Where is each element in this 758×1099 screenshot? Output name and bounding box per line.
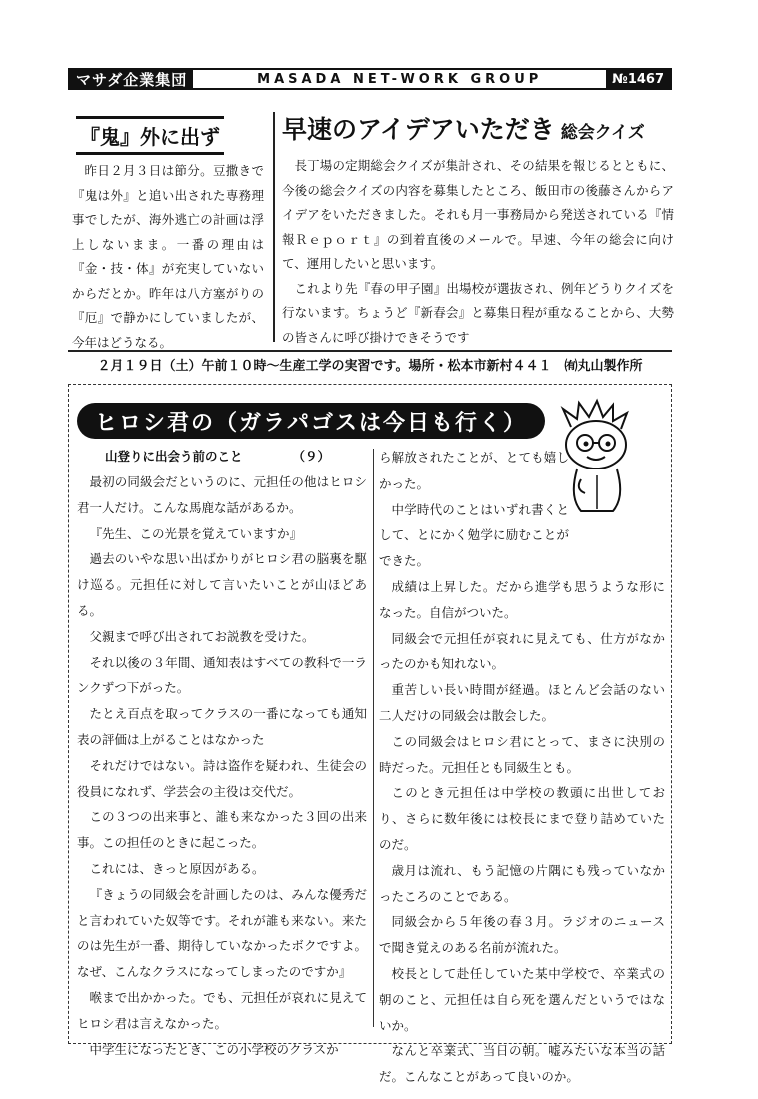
serial-paragraph: これには、きっと原因がある。 [89,860,265,876]
serial-paragraph: 喉まで出かかった。でも、元担任が哀れに見えてヒロシ君は言えなかった。 [77,989,367,1031]
serial-paragraph: ら解放されたことが、とても嬉しかった。 [379,450,569,491]
right-article-body [282,154,674,350]
serial-paragraph: なんと卒業式、当日の朝。嘘みたいな本当の話だ。こんなことがあって良いのか。 [379,1043,665,1085]
right-article-tag: 総会クイズ [560,123,645,143]
left-article-paragraph: 昨日２月３日は節分。豆撒きで『鬼は外』と追い出された専務理事でしたが、海外逃亡の計画は浮上しないまま。一番の理由は『金・技・体』が充実していないからだとか。昨年は八方塞がりの『厄』で静かにしていましたが、今年はどうなる。 [72,163,264,350]
chapter-title: 山登りに出会う前のこと [105,449,243,464]
left-article-body [68,159,266,355]
issue-number: №1467 [606,70,670,88]
serial-paragraph: 『きょうの同級会を計画したのは、みんな優秀だと言われていた奴等です。それが誰も来ない。来たのは先生が一番、期待していなかったボクですよ。なぜ、こんなクラスになってしまったのですか』 [77,886,367,980]
right-article-paragraph: 長丁場の定期総会クイズが集計され、その結果を報じるとともに、今後の総会クイズの内容を募集したところ、飯田市の後藤さんからアイデアをいただきました。それも月一事務局から発送されている『情報Ｒｅｐｏｒｔ』の到着直後のメールで。早速、今年の総会に向けて、運用したいと思います。 [282,158,674,271]
serial-paragraph: それだけではない。詩は盗作を疑われ、生徒会の役員になれず、学芸会の主役は交代だ。 [77,757,367,799]
serial-paragraph: 成績は上昇した。だから進学も思うような形になった。自信がついた。 [379,578,665,620]
serial-story-box [68,384,672,1085]
serial-paragraph: このとき元担任は中学校の教頭に出世しており、さらに数年後には校長にまで登り詰めていたのだ。 [379,785,665,852]
serial-paragraph: 最初の同級会だというのに、元担任の他はヒロシ君一人だけ。こんな馬鹿な話があるか。 [77,474,367,515]
event-notice: ２月１９日（土）午前１０時～生産工学の実習です。場所・松本市新村４４１ ㈲丸山製作所 [68,350,672,376]
serial-paragraph: 中学時代のことはいずれ書くとして、とにかく勉学に励むことができた。 [379,501,569,569]
top-section [68,104,674,350]
serial-paragraph: 歳月は流れ、もう記憶の片隅にも残っていなかったころのことである。 [379,862,665,904]
masthead-title-jp: マサダ企業集団 [70,70,193,88]
serial-paragraph: この３つの出来事と、誰も来なかった３回の出来事。この担任のときに起こった。 [77,809,367,851]
left-article [68,104,266,350]
serial-paragraph: それ以後の３年間、通知表はすべての教科で一ランクずつ下がった。 [77,654,367,696]
serial-left-column [77,445,367,1057]
masthead [68,68,672,90]
serial-paragraph: 『先生、この光景を覚えていますか』 [89,525,303,541]
serial-paragraph: 中学生になったとき、この小学校のクラスか [89,1041,339,1057]
serial-paragraph: 重苦しい長い時間が経過。ほとんど会話のない二人だけの同級会は散会した。 [379,682,665,723]
serial-right-column [379,445,665,1085]
masthead-title-en: MASADA NET-WORK GROUP [257,71,543,87]
serial-paragraph: 過去のいやな思い出ばかりがヒロシ君の脳裏を駆け巡る。元担任に対して言いたいことが山ほどある。 [77,551,367,618]
serial-paragraph: 同級会で元担任が哀れに見えても、仕方がなかったのかも知れない。 [379,630,665,672]
right-article [282,104,674,344]
serial-paragraph: 校長として赴任していた某中学校で、卒業式の朝のこと、元担任は自ら死を選んだというではないか。 [379,965,665,1033]
serial-right-body [379,445,665,1090]
serial-paragraph: たとえ百点を取ってクラスの一番になっても通知表の評価は上がることはなかった [77,706,367,747]
serial-paragraph: 父親まで呼び出されてお説教を受けた。 [89,628,315,644]
right-article-paragraph: これより先『春の甲子園』出場校が選抜され、例年どうりクイズを行ないます。ちょうど『新春会』と募集日程が重なることから、大勢の皆さんに呼び掛けできそうです [282,280,674,345]
serial-paragraph: 同級会から５年後の春３月。ラジオのニュースで聞き覚えのある名前が流れた。 [379,914,665,956]
chapter-number: （９） [292,449,331,464]
serial-column-divider [373,449,374,1027]
chapter-heading [105,445,367,469]
serial-banner: ヒロシ君の（ガラパゴスは今日も行く） [77,403,545,439]
serial-paragraph: この同級会はヒロシ君にとって、まさに決別の時だった。元担任とも同級生とも。 [379,733,665,775]
column-divider [273,112,275,342]
left-article-headline: 『鬼』外に出ず [76,116,224,155]
right-article-headline [282,110,674,146]
right-article-headline-main: 早速のアイデアいただき [282,115,555,144]
serial-left-body [77,469,367,1062]
